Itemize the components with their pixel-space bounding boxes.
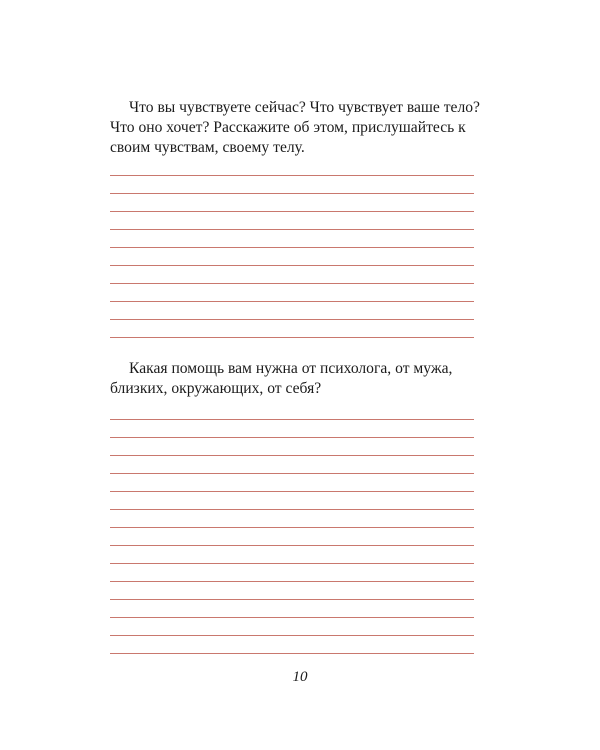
answer-line[interactable] — [110, 302, 474, 320]
answer-line[interactable] — [110, 402, 474, 420]
answer-lines-help[interactable] — [110, 402, 474, 654]
page-number: 10 — [292, 669, 308, 685]
answer-line[interactable] — [110, 320, 474, 338]
answer-line[interactable] — [110, 474, 474, 492]
question-help: Какая помощь вам нужна от психолога, от мужа, близких, окружающих, от себя? — [110, 360, 453, 397]
answer-line[interactable] — [110, 284, 474, 302]
answer-line[interactable] — [110, 212, 474, 230]
answer-line[interactable] — [110, 420, 474, 438]
answer-line[interactable] — [110, 528, 474, 546]
answer-line[interactable] — [110, 618, 474, 636]
answer-lines-feelings[interactable] — [110, 158, 474, 338]
answer-line[interactable] — [110, 230, 474, 248]
answer-line[interactable] — [110, 248, 474, 266]
answer-line[interactable] — [110, 492, 474, 510]
answer-line[interactable] — [110, 176, 474, 194]
answer-line[interactable] — [110, 438, 474, 456]
answer-line[interactable] — [110, 636, 474, 654]
answer-line[interactable] — [110, 456, 474, 474]
answer-line[interactable] — [110, 194, 474, 212]
answer-line[interactable] — [110, 510, 474, 528]
answer-line[interactable] — [110, 600, 474, 618]
answer-line[interactable] — [110, 266, 474, 284]
answer-line[interactable] — [110, 546, 474, 564]
answer-line[interactable] — [110, 564, 474, 582]
answer-line[interactable] — [110, 582, 474, 600]
question-feelings: Что вы чувствуете сейчас? Что чувствует ваше тело? Что оно хочет? Расскажите об этом, прислушайтесь к своим чувствам, своему телу. — [110, 99, 480, 156]
answer-line[interactable] — [110, 158, 474, 176]
